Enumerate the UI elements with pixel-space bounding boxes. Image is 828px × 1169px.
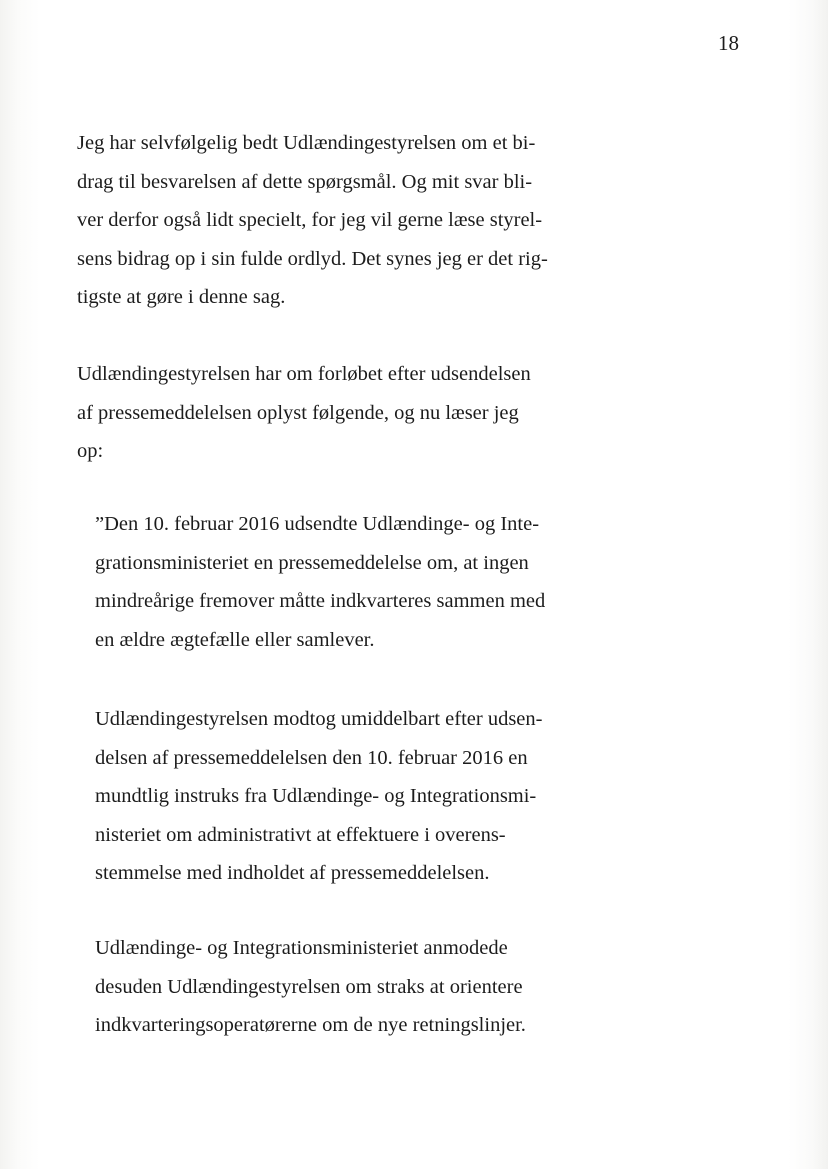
text-line: nisteriet om administrativt at effektuere i overens- bbox=[95, 823, 506, 846]
quote-paragraph-1 bbox=[95, 505, 545, 659]
text-line: mindreårige fremover måtte indkvarteres sammen med bbox=[95, 590, 546, 612]
text-line: tigste at gøre i denne sag. bbox=[77, 286, 286, 308]
paragraph-reading-intro bbox=[77, 355, 531, 471]
paragraph-intro bbox=[77, 124, 548, 317]
text-line: delsen af pressemeddelelsen den 10. februar 2016 en bbox=[95, 746, 528, 769]
text-line: grationsministeriet en pressemeddelelse om, at ingen bbox=[95, 551, 529, 574]
text-line: stemmelse med indholdet af pressemeddelelsen. bbox=[95, 862, 490, 884]
text-line: ver derfor også lidt specielt, for jeg vil gerne læse styrel- bbox=[77, 209, 543, 231]
text-line: Udlændingestyrelsen har om forløbet efter udsendelsen bbox=[77, 363, 531, 385]
text-line: en ældre ægtefælle eller samlever. bbox=[95, 628, 375, 651]
text-line: op: bbox=[77, 440, 104, 462]
quote-paragraph-2 bbox=[95, 700, 543, 893]
text-line: sens bidrag op i sin fulde ordlyd. Det synes jeg er det rig- bbox=[77, 247, 548, 270]
page-number: 18 bbox=[718, 31, 739, 55]
text-line: indkvarteringsoperatørerne om de nye retningslinjer. bbox=[95, 1014, 526, 1036]
text-line: Udlændinge- og Integrationsministeriet anmodede bbox=[95, 937, 508, 959]
text-line: Jeg har selvfølgelig bedt Udlændingestyrelsen om et bi- bbox=[77, 132, 536, 154]
text-line: drag til besvarelsen af dette spørgsmål. Og mit svar bli- bbox=[77, 170, 533, 193]
quote-paragraph-3 bbox=[95, 929, 526, 1045]
text-line: mundtlig instruks fra Udlændinge- og Integrationsmi- bbox=[95, 785, 537, 807]
text-line: desuden Udlændingestyrelsen om straks at orientere bbox=[95, 975, 523, 998]
text-line: af pressemeddelelsen oplyst følgende, og nu læser jeg bbox=[77, 401, 519, 424]
text-line: ”Den 10. februar 2016 udsendte Udlændinge- og Inte- bbox=[95, 513, 540, 535]
text-line: Udlændingestyrelsen modtog umiddelbart efter udsen- bbox=[95, 708, 543, 730]
